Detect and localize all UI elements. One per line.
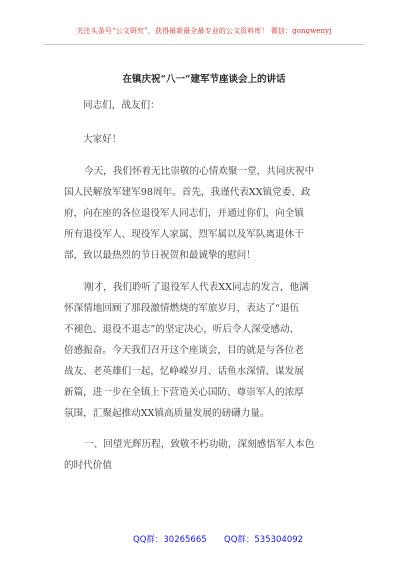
document-title: 在镇庆祝“八一”建军节座谈会上的讲话 [122,74,286,85]
greeting-line: 大家好！ [83,134,122,145]
section-heading-line: 的时代价值 [64,460,112,471]
paragraph-line: 所有退役军人、现役军人家属、烈军属以及军队离退休干 [64,229,304,240]
paragraph-line: 倍感振奋。今天我们召开这个座谈会，目的就是与各位老 [64,345,304,356]
paragraph-line: 不褪色、退役不退志”的坚定决心，听后令人深受感动、 [64,324,300,335]
paragraph-line: 部，致以最热烈的节日祝贺和最诚挚的慰问！ [64,250,256,261]
paragraph-line: 氛围，汇聚起推动XX镇高质量发展的磅礴力量。 [64,408,270,419]
section-heading-line: 一、回望光辉历程，致敬不朽功勋，深刻感悟军人本色 [84,439,315,450]
paragraph-line: 刚才，我们聆听了退役军人代表XX同志的发言，他满 [84,282,309,293]
paragraph-line: 今天，我们怀着无比崇敬的心情欢聚一堂，共同庆祝中 [84,166,315,177]
salutation-line: 同志们，战友们： [83,100,160,111]
header-banner: 关注头条号“公文研究”，获得最新最全最专业的公文资料库！ 微信：gongwenyj [76,27,332,35]
header-divider [44,44,364,45]
footer-qq-group-2: QQ群：535304092 [224,535,304,545]
paragraph-line: 新篇，进一步在全镇上下营造关心国防、尊崇军人的浓厚 [64,387,304,398]
footer-qq-group-1: QQ群：30265665 [133,535,207,545]
paragraph-line: 怀深情地回顾了那段激情燃烧的军旅岁月，表达了“退伍 [64,303,300,314]
paragraph-line: 国人民解放军建军98周年。首先，我谨代表XX镇党委、政 [64,187,311,198]
paragraph-line: 府，向在座的各位退役军人同志们，并通过你们，向全镇 [64,208,304,219]
paragraph-line: 战友、老英雄们一起，忆峥嵘岁月、话鱼水深情、谋发展 [64,366,304,377]
